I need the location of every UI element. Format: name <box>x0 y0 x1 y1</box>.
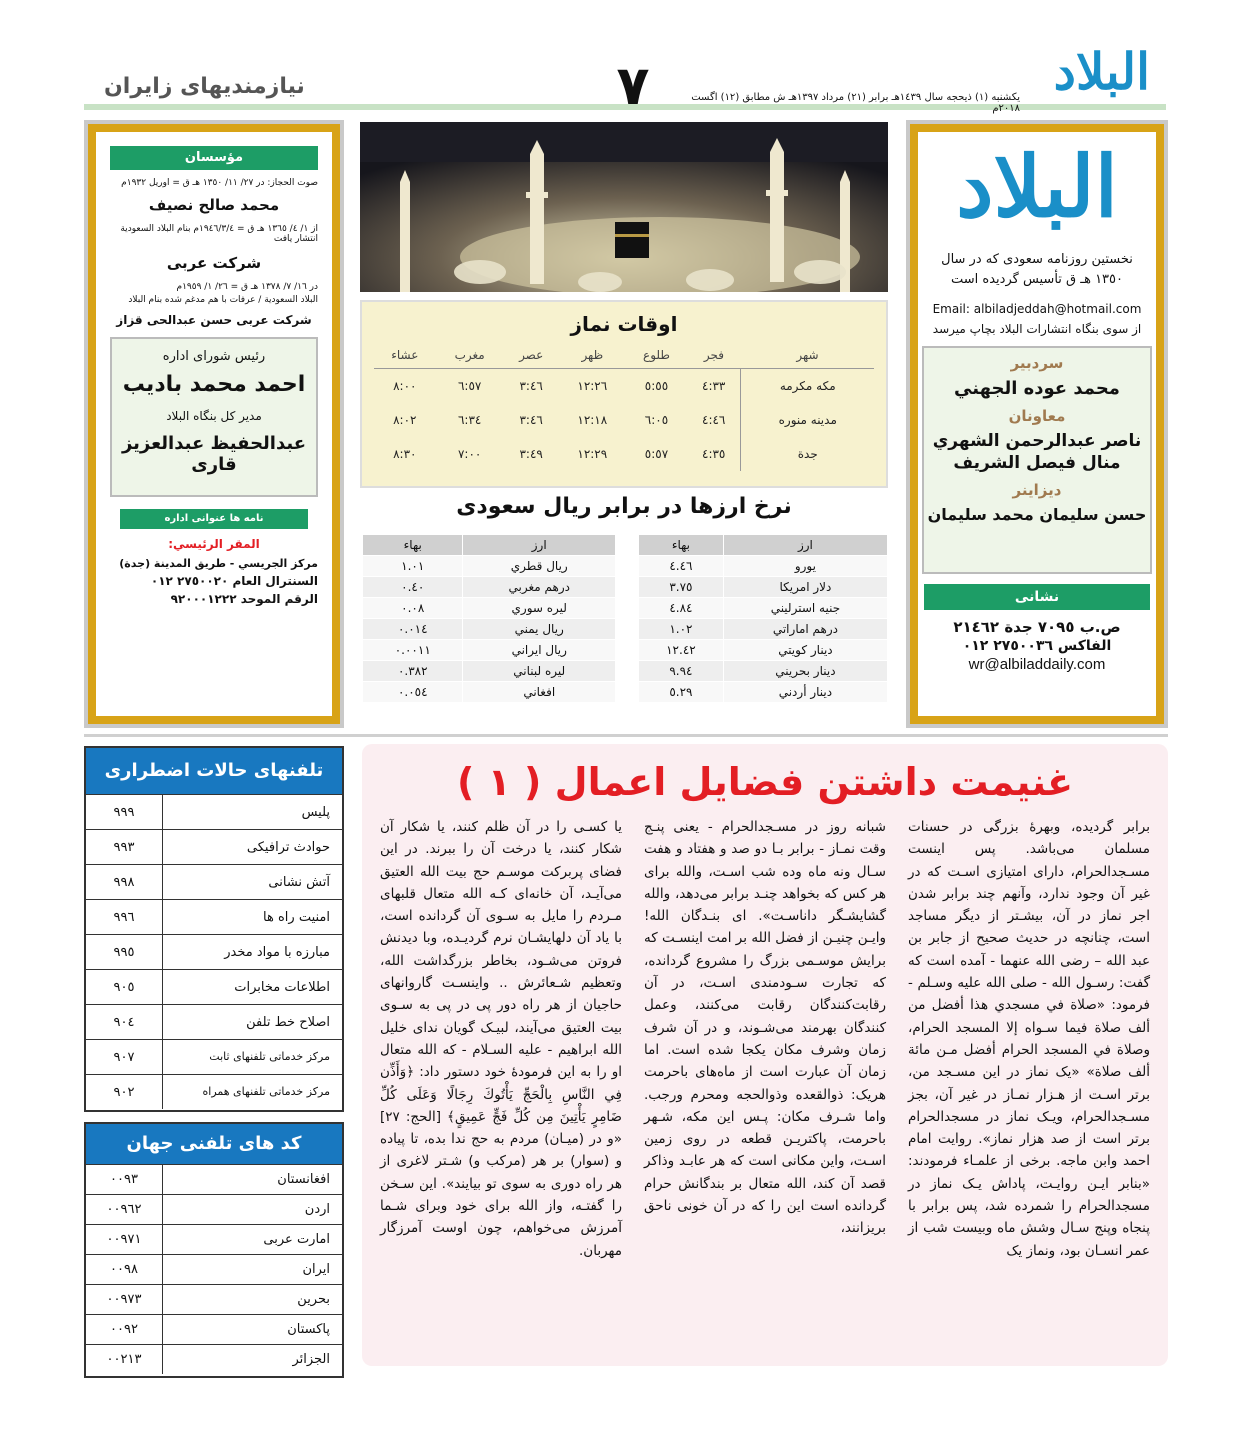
mecca-photo <box>360 122 888 292</box>
emergency-row <box>86 829 342 864</box>
assistant-1: ناصر عبدالرحمن الشهري <box>932 431 1142 451</box>
addresses-label: نامه ها عنوانى اداره <box>120 509 308 529</box>
currency-rate: ٤.٨٤ <box>639 598 724 619</box>
prayer-cell: ١٢:٢٩ <box>577 447 608 461</box>
prayer-city: جدة <box>741 437 874 471</box>
issue-date: يكشنبه (١) ذيحجه سال ١٤٣٩هـ برابر (٢١) مرداد ١٣٩٧هـ ش مطابق (١٢) اگست ٢٠١٨م <box>691 92 1020 114</box>
code-row <box>86 1194 342 1224</box>
currency-row <box>639 577 888 598</box>
prayer-header: مغرب <box>436 340 504 369</box>
prayer-header: فجر <box>687 340 741 369</box>
emergency-row <box>86 1004 342 1039</box>
prayer-row <box>374 369 874 404</box>
designer-name: حسن سليمان محمد سليمان <box>927 505 1147 524</box>
currency-name: دينار أردني <box>723 682 887 703</box>
emergency-number: ٩٠٧ <box>113 1050 135 1065</box>
emergency-service: امنيت راه ها <box>162 900 342 934</box>
currency-row <box>363 577 616 598</box>
currency-rate: ٩.٩٤ <box>639 661 724 682</box>
section-title: نيازمنديهای زايران <box>104 74 305 99</box>
currency-rate: ٠.٠٥٤ <box>363 682 463 703</box>
hq-label: المقر الرئيسي: <box>168 537 260 551</box>
currency-name: افغاني <box>463 682 616 703</box>
currency-row <box>639 661 888 682</box>
currency-rate: ٠.٣٨٢ <box>363 661 463 682</box>
board-box <box>110 337 318 497</box>
currency-rate: ١٢.٤٢ <box>639 640 724 661</box>
code-country: اردن <box>162 1195 342 1224</box>
big-logo: البلاد <box>956 137 1118 236</box>
article-title: غنيمت داشتن فضايل اعمال ( ١ ) <box>456 760 1074 804</box>
currency-name: جنيه استرليني <box>723 598 887 619</box>
emergency-row <box>86 969 342 1004</box>
currency-row <box>363 640 616 661</box>
prayer-cell: ٦:٠٥ <box>644 413 669 427</box>
prayer-times-box <box>360 300 888 488</box>
code-number: ٠٠٩٧٣ <box>106 1292 142 1307</box>
code-country: افغانستان <box>162 1165 342 1194</box>
code-number: ٠٠٩٨ <box>110 1262 138 1277</box>
designer-label: ديزاينر <box>1012 481 1062 499</box>
po-box: ص.ب ٧٠٩٥ جدة ٢١٤٦٢ <box>953 618 1121 636</box>
emergency-number: ٩٩٣ <box>113 840 135 855</box>
founders-line-4: البلاد السعودية / عرفات با هم مدغم شده بنام البلاد <box>128 295 318 305</box>
article-column-3: يا كسـى را در آن ظلم كنند، يا شكار آن شكار كنند، يا درخت آن را ببرند. در اين فضاى پربركت موسـم حج بيت الله العتيق مى‌آيـد، آن خانه‌اى كـه الله متعال قلبهاى مـردم را مايل به سـوى آن گردانده است، با ياد آن دلهايشـان نرم گرديـده، وبا ديدنش فروتن مى‌شـود، بخاطر بزرگداشت الله، وتعظيم شـعائرش .. واينسـت گاروانهاى حاجيان از هر راه دور پى در پى به سـوى بيت العتيق مى‌آيند، لبيـک گويان نداى خليل الله ابراهيم - عليه السـلام - كه الله متعال او را به اين فرمودۀ خود دستور داد: ﴿وَأَذِّن فِي النَّاسِ بِالْحَجِّ يَأْتُوكَ رِجَالًا وَعَلَى كُلِّ ضَامِرٍ يَأْتِينَ مِن كُلِّ فَجٍّ عَمِيقٍ﴾ [الحج: ٢٧] «و در (ميـان) مردم به حج ندا بده، تا پياده و (سوار) بر هر (مركب و) شـتر لاغرى از هر راه دورى به سوى تو بيايند». اين سـخن را گفتـه، واز الله براى خود وبراى شـما آمرزش مى‌خواهم، چون اوست آمرزگار مهربان. <box>380 819 622 1259</box>
prayer-cell: ١٢:٢٦ <box>577 379 608 393</box>
emergency-row <box>86 794 342 829</box>
central-phone: السنترال العام ٢٧٥٠٠٢٠ ٠١٢ <box>150 574 318 588</box>
chairman-name: احمد محمد باديب <box>122 372 306 397</box>
code-country: پاكستان <box>162 1315 342 1344</box>
currency-row <box>639 619 888 640</box>
masthead-logo[interactable]: البلاد <box>1053 42 1150 101</box>
founders-line-3: در ١٦/ ٧/ ١٣٧٨ هـ ق = ٢٦/ ١/ ١٩٥٩م <box>176 282 318 292</box>
prayer-header: عصر <box>504 340 559 369</box>
currency-table-left <box>362 534 616 703</box>
founders-label: مؤسسان <box>110 146 318 170</box>
editor-label: سردبير <box>1010 354 1064 372</box>
assistant-2: منال فيصل الشريف <box>953 453 1121 473</box>
emergency-service: پليس <box>162 795 342 829</box>
prayer-cell: ٨:٠٢ <box>393 413 417 427</box>
prayer-cell: ٦:٣٤ <box>457 413 482 427</box>
currency-header: ارز <box>463 535 616 556</box>
company-2: شركت عربى حسن عبدالحى قزاز <box>116 313 312 327</box>
emergency-number: ٩٩٨ <box>113 875 135 890</box>
company-1: شركت عربى <box>166 254 262 272</box>
emergency-number: ٩٩٦ <box>113 910 135 925</box>
section-divider <box>84 734 1168 737</box>
chairman-label: رئيس شورای اداره <box>162 349 266 364</box>
code-number: ٠٠٩٧١ <box>106 1232 142 1247</box>
emergency-number: ٩٠٤ <box>113 1015 135 1030</box>
country-codes-table <box>84 1122 344 1378</box>
emergency-service: حوادث ترافيكی <box>162 830 342 864</box>
publisher-text: از سوی بنگاه انتشارات البلاد بچاپ ميرسد <box>932 322 1142 336</box>
currency-row <box>639 556 888 577</box>
prayer-row <box>374 437 874 471</box>
mecca-photo-illustration <box>360 122 888 292</box>
director-label: مدير كل بنگاه البلاد <box>166 409 262 423</box>
fax-number: الفاكس ٢٧٥٠٠٣٦ ٠١٢ <box>962 638 1112 654</box>
prayer-cell: ٥:٥٥ <box>644 379 669 393</box>
prayer-header: طلوع <box>626 340 687 369</box>
prayer-cell: ١٢:١٨ <box>577 413 608 427</box>
founder-name: محمد صالح نصيف <box>148 196 280 214</box>
prayer-cell: ٤:٤٦ <box>702 413 726 427</box>
currency-header: بهاء <box>363 535 463 556</box>
currency-rate: ٥.٢٩ <box>639 682 724 703</box>
currency-rate: ٣.٧٥ <box>639 577 724 598</box>
publication-info-box <box>906 120 1168 728</box>
currency-rate: ٠.٠١٤ <box>363 619 463 640</box>
prayer-cell: ٤:٣٣ <box>702 379 726 393</box>
prayer-cell: ٥:٥٧ <box>644 447 669 461</box>
prayer-cell: ٣:٤٩ <box>519 447 543 461</box>
article-column-2: شبانه روز در مسـجدالحرام - يعنى پنـج وقت نمـاز - برابر بـا دو صد و هفتاد و هفت سـال ونه ماه وده شب اسـت، والله براى هر كس كه بخواهد چنـد برابر مى‌دهد، والله گشايشـگر داناسـت». اى بنـدگان الله! وايـن چنيـن از فضل الله بر امت اينسـت كه برايش موسـمى بزرگ را مشروع گردانده، كه تجارت سـودمندى اسـت، در آن رقابت‌كنندگان رقابت مى‌كنند، وعمل كنندگان بهرمند مى‌شـوند، و در آن شرف زمان وشرف مكان يكجا شده است. اما زمان آن عبارت است از ماه‌هاى باحرمت هريک: ذوالقعده وذوالحجه ومحرم ورجب. واما شـرف مكان: پـس اين مكه، شـهر باحرمت، پاكتريـن قطعه در روى زمين اسـت، واين مكانى است كه هر عابـد وذاكر قصد آن كند، الله متعال بر بندگانش حرام گردانده است اين را كه در آن خونى ناحق بريزانند، <box>644 819 886 1237</box>
currency-name: ريال قطري <box>463 556 616 577</box>
emergency-phones-table <box>84 746 344 1112</box>
currency-row <box>363 598 616 619</box>
code-row <box>86 1254 342 1284</box>
emergency-service: مركز خدماتی تلفنهای همراه <box>162 1075 342 1109</box>
currency-name: ريال يمني <box>463 619 616 640</box>
staff-box <box>922 346 1152 574</box>
currency-row <box>363 619 616 640</box>
web-email[interactable]: wr@albiladdaily.com <box>968 656 1106 673</box>
currency-name: دلار امريكا <box>723 577 887 598</box>
director-name: عبدالحفيظ عبدالعزيز قاری <box>121 433 307 475</box>
founders-box <box>84 120 344 728</box>
currency-row <box>639 682 888 703</box>
code-row <box>86 1224 342 1254</box>
emergency-service: مبارزه با مواد مخدر <box>162 935 342 969</box>
currency-row <box>363 556 616 577</box>
emergency-number: ٩٩٥ <box>113 945 135 960</box>
prayer-cell: ٨:٣٠ <box>393 447 417 461</box>
code-country: ايران <box>162 1255 342 1284</box>
founders-line-2: از ١/ ٤/ ١٣٦٥ هـ ق = ١٩٤٦/٣/٤م بنام البلاد السعودية انتشار يافت <box>120 224 318 244</box>
prayer-cell: ٦:٥٧ <box>457 379 482 393</box>
currency-name: دينار كويتي <box>723 640 887 661</box>
emergency-row <box>86 1074 342 1109</box>
codes-title: كد های تلفنی جهان <box>86 1124 342 1164</box>
currency-name: ريال ايراني <box>463 640 616 661</box>
emergency-row <box>86 1039 342 1074</box>
prayer-city: مدينه منوره <box>741 403 874 437</box>
emergency-row <box>86 899 342 934</box>
emergency-row <box>86 934 342 969</box>
code-row <box>86 1164 342 1194</box>
prayer-header: عشاء <box>374 340 436 369</box>
page-number: ٧ <box>616 54 650 117</box>
currency-row <box>639 640 888 661</box>
currency-header: ارز <box>723 535 887 556</box>
address-label: نشانی <box>924 584 1150 610</box>
currency-table-right <box>638 534 888 703</box>
editor-name: محمد عوده الجهني <box>954 378 1120 399</box>
currency-title: نرخ ارزها در برابر ريال سعودی <box>456 494 792 519</box>
prayer-row <box>374 403 874 437</box>
currency-name: دينار بحريني <box>723 661 887 682</box>
article <box>362 744 1168 1366</box>
currency-name: درهم مغربي <box>463 577 616 598</box>
hq-address: مركز الجريسي - طريق المدينة (جدة) <box>119 557 318 570</box>
intro-text: نخستين روزنامه سعودی كه در سال ١٣٥٠ هـ ق تأسيس گرديده است <box>941 252 1133 287</box>
currency-name: يورو <box>723 556 887 577</box>
article-column-1: برابر گرديده، وبهرۀ بزرگى در حسنات مسلمان مى‌باشد. پس اينست مسـجدالحرام، داراى امتيازى اسـت كه در غير آن وجود ندارد، وآنهم چند برابر شدن اجر نماز در آن، بيشـتر از ديگر مساجد است، چنانچه در حديث صحيح از جابر بن عبد الله – رضى الله عنهما - آمده است كه گفت: رسـول الله - صلى الله عليه وسـلم - فرمود: «صلاة في مسجدي هذا أفضل من ألف صلاة فيما سـواه إلا المسجد الحرام، وصلاة في المسجد الحرام أفضل مـن مائة ألف صلاة» «يک نماز در اين مسـجد من، برتر اسـت از هـزار نمـاز در غير آن، بجز مسـجدالحرام، ويـک نماز در مسجدالحرام برتر است از صد هزار نماز». روايت امام احمد وابن ماجه. برخى از علمـاء فرمودند: «بنابر ايـن روايـت، پاداش يـک نماز در مسجدالحرام را شمرده شد، پس برابر با پنجاه وپنج سـال وشش ماه وبيست شب از عمر انسـان بود، ونماز يک <box>908 819 1150 1259</box>
prayer-header: شهر <box>741 340 874 369</box>
currency-rate: ٠.٠٨ <box>363 598 463 619</box>
code-number: ٠٠٩٣ <box>110 1172 138 1187</box>
code-number: ٠٠٩٢ <box>110 1322 138 1337</box>
currency-rate: ١.٠١ <box>363 556 463 577</box>
code-number: ٠٠٢١٣ <box>106 1352 142 1367</box>
currency-row <box>639 598 888 619</box>
currency-name: ليره لبناني <box>463 661 616 682</box>
assistants-label: معاونان <box>1008 407 1066 425</box>
emergency-service: اطلاعات مخابرات <box>162 970 342 1004</box>
prayer-cell: ٤:٣٥ <box>702 447 726 461</box>
emergency-service: اصلاح خط تلفن <box>162 1005 342 1039</box>
currency-name: ليره سوري <box>463 598 616 619</box>
code-number: ٠٠٩٦٢ <box>106 1202 142 1217</box>
prayer-cell: ٧:٠٠ <box>457 447 482 461</box>
currency-rate: ٠.٤٠ <box>363 577 463 598</box>
currency-header: بهاء <box>639 535 724 556</box>
emergency-service: آتش نشانی <box>162 865 342 899</box>
prayer-table <box>374 340 874 471</box>
code-row <box>86 1284 342 1314</box>
prayer-cell: ٨:٠٠ <box>393 379 417 393</box>
emergency-number: ٩٠٢ <box>113 1085 135 1100</box>
founders-line-1: صوت الحجاز: در ٢٧/ ١١/ ١٣٥٠ هـ ق = اوريل ١٩٣٢م <box>121 178 318 188</box>
code-row <box>86 1344 342 1374</box>
emergency-service: مركز خدماتی تلفنهای ثابت <box>162 1040 342 1074</box>
emergency-title: تلفنهای حالات اضطراری <box>86 748 342 794</box>
code-country: امارت عربی <box>162 1225 342 1254</box>
code-country: بحرين <box>162 1285 342 1314</box>
emergency-row <box>86 864 342 899</box>
prayer-city: مكه مكرمه <box>741 369 874 404</box>
unified-phone: الرقم الموحد ٩٢٠٠٠١٢٢٢ <box>170 592 318 606</box>
currency-name: درهم اماراتي <box>723 619 887 640</box>
currency-rate: ٠.٠٠١١ <box>363 640 463 661</box>
currency-rate: ٤.٤٦ <box>639 556 724 577</box>
emergency-number: ٩٠٥ <box>113 980 135 995</box>
prayer-header: ظهر <box>559 340 627 369</box>
currency-row <box>363 661 616 682</box>
emergency-number: ٩٩٩ <box>113 805 135 820</box>
currency-row <box>363 682 616 703</box>
prayer-cell: ٣:٤٦ <box>519 413 543 427</box>
prayer-cell: ٣:٤٦ <box>519 379 543 393</box>
code-country: الجزائر <box>162 1345 342 1374</box>
prayer-title: اوقات نماز <box>570 312 678 336</box>
email-text[interactable]: Email: albiladjeddah@hotmail.com <box>932 302 1142 316</box>
currency-rate: ١.٠٢ <box>639 619 724 640</box>
code-row <box>86 1314 342 1344</box>
article-columns <box>380 816 1150 1346</box>
